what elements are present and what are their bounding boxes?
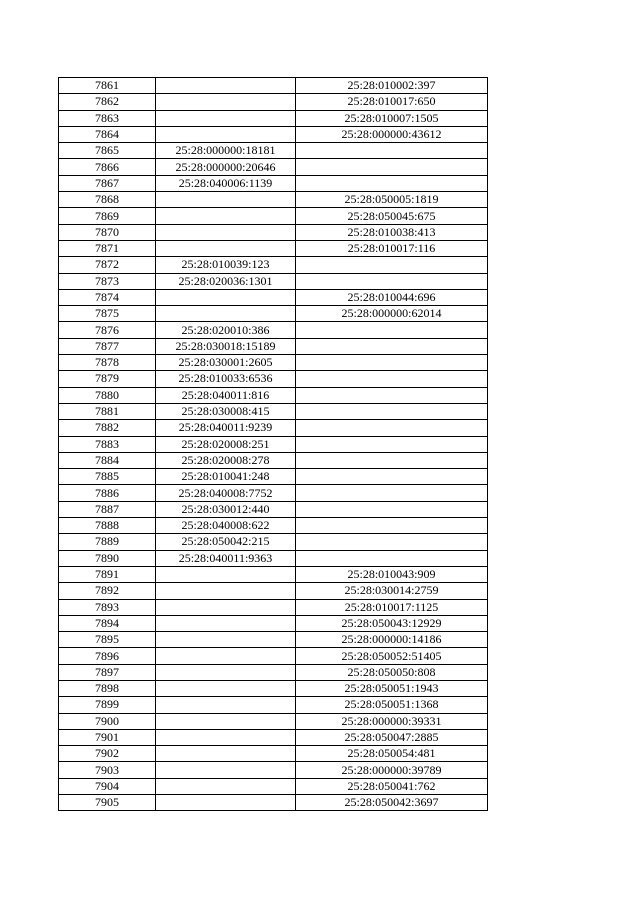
cadastral-number-cell-a: 25:28:020036:1301 xyxy=(156,273,296,289)
table-row xyxy=(59,550,488,566)
cadastral-number-cell-a: 25:28:030012:440 xyxy=(156,501,296,517)
table-row xyxy=(59,746,488,762)
cadastral-number-cell-b: 25:28:000000:43612 xyxy=(296,126,488,142)
cadastral-number-cell-b xyxy=(296,355,488,371)
table-row xyxy=(59,534,488,550)
row-number-cell: 7882 xyxy=(59,420,156,436)
row-number-cell: 7896 xyxy=(59,648,156,664)
cadastral-number-cell-b xyxy=(296,436,488,452)
row-number-cell: 7876 xyxy=(59,322,156,338)
table-row xyxy=(59,599,488,615)
row-number-cell: 7878 xyxy=(59,355,156,371)
cadastral-number-cell-a xyxy=(156,697,296,713)
row-number-cell: 7879 xyxy=(59,371,156,387)
cadastral-number-cell-a xyxy=(156,762,296,778)
cadastral-number-cell-a: 25:28:040011:816 xyxy=(156,387,296,403)
table-row xyxy=(59,795,488,811)
cadastral-number-cell-b: 25:28:010017:1125 xyxy=(296,599,488,615)
cadastral-number-cell-b xyxy=(296,550,488,566)
cadastral-number-cell-a xyxy=(156,208,296,224)
cadastral-number-cell-a xyxy=(156,664,296,680)
table-row xyxy=(59,729,488,745)
cadastral-number-cell-a: 25:28:050042:215 xyxy=(156,534,296,550)
row-number-cell: 7900 xyxy=(59,713,156,729)
cadastral-number-cell-a xyxy=(156,240,296,256)
table-row xyxy=(59,485,488,501)
cadastral-number-cell-a xyxy=(156,78,296,94)
row-number-cell: 7905 xyxy=(59,795,156,811)
cadastral-number-cell-b: 25:28:000000:14186 xyxy=(296,632,488,648)
row-number-cell: 7866 xyxy=(59,159,156,175)
row-number-cell: 7895 xyxy=(59,632,156,648)
cadastral-number-cell-b: 25:28:050042:3697 xyxy=(296,795,488,811)
table-row xyxy=(59,257,488,273)
row-number-cell: 7864 xyxy=(59,126,156,142)
table-row xyxy=(59,615,488,631)
cadastral-number-cell-a: 25:28:030008:415 xyxy=(156,403,296,419)
row-number-cell: 7862 xyxy=(59,94,156,110)
cadastral-number-cell-a xyxy=(156,583,296,599)
cadastral-number-cell-a xyxy=(156,110,296,126)
row-number-cell: 7886 xyxy=(59,485,156,501)
table-row xyxy=(59,192,488,208)
table-row xyxy=(59,224,488,240)
cadastral-number-cell-a: 25:28:020008:278 xyxy=(156,452,296,468)
row-number-cell: 7903 xyxy=(59,762,156,778)
row-number-cell: 7884 xyxy=(59,452,156,468)
cadastral-number-cell-a xyxy=(156,192,296,208)
table-row xyxy=(59,420,488,436)
cadastral-number-cell-b: 25:28:050043:12929 xyxy=(296,615,488,631)
cadastral-number-cell-a xyxy=(156,713,296,729)
cadastral-number-cell-a xyxy=(156,795,296,811)
cadastral-number-cell-b xyxy=(296,143,488,159)
row-number-cell: 7861 xyxy=(59,78,156,94)
cadastral-number-cell-b: 25:28:050052:51405 xyxy=(296,648,488,664)
cadastral-number-cell-a xyxy=(156,632,296,648)
table-row xyxy=(59,322,488,338)
cadastral-number-cell-b xyxy=(296,322,488,338)
table-row xyxy=(59,648,488,664)
cadastral-number-cell-b xyxy=(296,159,488,175)
table-row xyxy=(59,338,488,354)
cadastral-number-cell-b xyxy=(296,371,488,387)
cadastral-number-cell-a: 25:28:010039:123 xyxy=(156,257,296,273)
cadastral-number-cell-a: 25:28:040006:1139 xyxy=(156,175,296,191)
cadastral-number-cell-b xyxy=(296,534,488,550)
cadastral-number-cell-a xyxy=(156,566,296,582)
cadastral-number-cell-b: 25:28:000000:39331 xyxy=(296,713,488,729)
table-row xyxy=(59,240,488,256)
table-row xyxy=(59,664,488,680)
row-number-cell: 7899 xyxy=(59,697,156,713)
cadastral-number-cell-b: 25:28:050045:675 xyxy=(296,208,488,224)
cadastral-number-cell-b xyxy=(296,501,488,517)
row-number-cell: 7898 xyxy=(59,680,156,696)
row-number-cell: 7874 xyxy=(59,289,156,305)
cadastral-number-cell-b: 25:28:050054:481 xyxy=(296,746,488,762)
cadastral-number-cell-a: 25:28:030001:2605 xyxy=(156,355,296,371)
cadastral-number-cell-a xyxy=(156,599,296,615)
cadastral-number-cell-b: 25:28:000000:62014 xyxy=(296,306,488,322)
cadastral-number-cell-b xyxy=(296,485,488,501)
table-row xyxy=(59,387,488,403)
cadastral-number-cell-b: 25:28:010007:1505 xyxy=(296,110,488,126)
cadastral-number-cell-b xyxy=(296,273,488,289)
table-row xyxy=(59,208,488,224)
row-number-cell: 7901 xyxy=(59,729,156,745)
cadastral-number-cell-b xyxy=(296,403,488,419)
table-row xyxy=(59,762,488,778)
table-row xyxy=(59,680,488,696)
row-number-cell: 7873 xyxy=(59,273,156,289)
table-row xyxy=(59,355,488,371)
row-number-cell: 7889 xyxy=(59,534,156,550)
cadastral-number-cell-a: 25:28:040008:622 xyxy=(156,518,296,534)
table-row xyxy=(59,175,488,191)
row-number-cell: 7887 xyxy=(59,501,156,517)
cadastral-number-cell-b xyxy=(296,175,488,191)
table-row xyxy=(59,778,488,794)
cadastral-number-cell-a: 25:28:040011:9239 xyxy=(156,420,296,436)
cadastral-number-cell-a: 25:28:010033:6536 xyxy=(156,371,296,387)
cadastral-number-cell-a xyxy=(156,746,296,762)
row-number-cell: 7870 xyxy=(59,224,156,240)
row-number-cell: 7877 xyxy=(59,338,156,354)
row-number-cell: 7897 xyxy=(59,664,156,680)
row-number-cell: 7867 xyxy=(59,175,156,191)
cadastral-number-cell-b xyxy=(296,452,488,468)
table-row xyxy=(59,697,488,713)
cadastral-number-cell-b: 25:28:010044:696 xyxy=(296,289,488,305)
cadastral-number-cell-a xyxy=(156,615,296,631)
cadastral-number-cell-a xyxy=(156,729,296,745)
row-number-cell: 7885 xyxy=(59,469,156,485)
row-number-cell: 7893 xyxy=(59,599,156,615)
cadastral-number-cell-b xyxy=(296,420,488,436)
cadastral-number-cell-a xyxy=(156,306,296,322)
cadastral-number-cell-b: 25:28:050047:2885 xyxy=(296,729,488,745)
cadastral-number-cell-a xyxy=(156,648,296,664)
cadastral-number-cell-a: 25:28:020010:386 xyxy=(156,322,296,338)
row-number-cell: 7894 xyxy=(59,615,156,631)
cadastral-number-cell-a: 25:28:030018:15189 xyxy=(156,338,296,354)
table-row xyxy=(59,518,488,534)
cadastral-number-cell-b: 25:28:050051:1368 xyxy=(296,697,488,713)
cadastral-number-cell-a: 25:28:000000:20646 xyxy=(156,159,296,175)
cadastral-number-cell-b xyxy=(296,257,488,273)
records-table-body xyxy=(59,78,488,811)
table-row xyxy=(59,289,488,305)
row-number-cell: 7868 xyxy=(59,192,156,208)
row-number-cell: 7881 xyxy=(59,403,156,419)
row-number-cell: 7869 xyxy=(59,208,156,224)
table-row xyxy=(59,566,488,582)
table-row xyxy=(59,371,488,387)
cadastral-number-cell-b: 25:28:010017:650 xyxy=(296,94,488,110)
table-row xyxy=(59,501,488,517)
row-number-cell: 7883 xyxy=(59,436,156,452)
row-number-cell: 7890 xyxy=(59,550,156,566)
cadastral-number-cell-b: 25:28:010002:397 xyxy=(296,78,488,94)
table-row xyxy=(59,713,488,729)
cadastral-number-cell-b xyxy=(296,387,488,403)
cadastral-number-cell-a: 25:28:010041:248 xyxy=(156,469,296,485)
table-row xyxy=(59,306,488,322)
table-row xyxy=(59,469,488,485)
cadastral-number-cell-a: 25:28:040011:9363 xyxy=(156,550,296,566)
cadastral-number-cell-b: 25:28:010017:116 xyxy=(296,240,488,256)
table-row xyxy=(59,632,488,648)
cadastral-number-cell-b: 25:28:050051:1943 xyxy=(296,680,488,696)
cadastral-number-cell-b xyxy=(296,518,488,534)
cadastral-number-cell-b: 25:28:000000:39789 xyxy=(296,762,488,778)
cadastral-number-cell-b: 25:28:030014:2759 xyxy=(296,583,488,599)
cadastral-number-cell-a xyxy=(156,778,296,794)
row-number-cell: 7875 xyxy=(59,306,156,322)
cadastral-number-cell-b: 25:28:010038:413 xyxy=(296,224,488,240)
cadastral-number-cell-b: 25:28:050041:762 xyxy=(296,778,488,794)
row-number-cell: 7865 xyxy=(59,143,156,159)
row-number-cell: 7863 xyxy=(59,110,156,126)
table-row xyxy=(59,273,488,289)
row-number-cell: 7902 xyxy=(59,746,156,762)
table-row xyxy=(59,436,488,452)
cadastral-number-cell-b xyxy=(296,469,488,485)
cadastral-number-cell-a xyxy=(156,94,296,110)
cadastral-number-cell-a: 25:28:000000:18181 xyxy=(156,143,296,159)
row-number-cell: 7904 xyxy=(59,778,156,794)
table-row xyxy=(59,583,488,599)
table-row xyxy=(59,110,488,126)
table-row xyxy=(59,126,488,142)
cadastral-number-cell-b: 25:28:050005:1819 xyxy=(296,192,488,208)
table-row xyxy=(59,159,488,175)
row-number-cell: 7888 xyxy=(59,518,156,534)
cadastral-number-cell-a xyxy=(156,680,296,696)
cadastral-number-cell-a: 25:28:040008:7752 xyxy=(156,485,296,501)
table-row xyxy=(59,94,488,110)
row-number-cell: 7892 xyxy=(59,583,156,599)
records-table xyxy=(58,77,488,811)
cadastral-number-cell-a: 25:28:020008:251 xyxy=(156,436,296,452)
cadastral-number-cell-b xyxy=(296,338,488,354)
row-number-cell: 7880 xyxy=(59,387,156,403)
row-number-cell: 7871 xyxy=(59,240,156,256)
row-number-cell: 7891 xyxy=(59,566,156,582)
cadastral-number-cell-a xyxy=(156,126,296,142)
table-row xyxy=(59,452,488,468)
row-number-cell: 7872 xyxy=(59,257,156,273)
cadastral-number-cell-b: 25:28:010043:909 xyxy=(296,566,488,582)
table-row xyxy=(59,403,488,419)
cadastral-number-cell-a xyxy=(156,224,296,240)
table-row xyxy=(59,143,488,159)
cadastral-number-cell-a xyxy=(156,289,296,305)
cadastral-number-cell-b: 25:28:050050:808 xyxy=(296,664,488,680)
table-row xyxy=(59,78,488,94)
